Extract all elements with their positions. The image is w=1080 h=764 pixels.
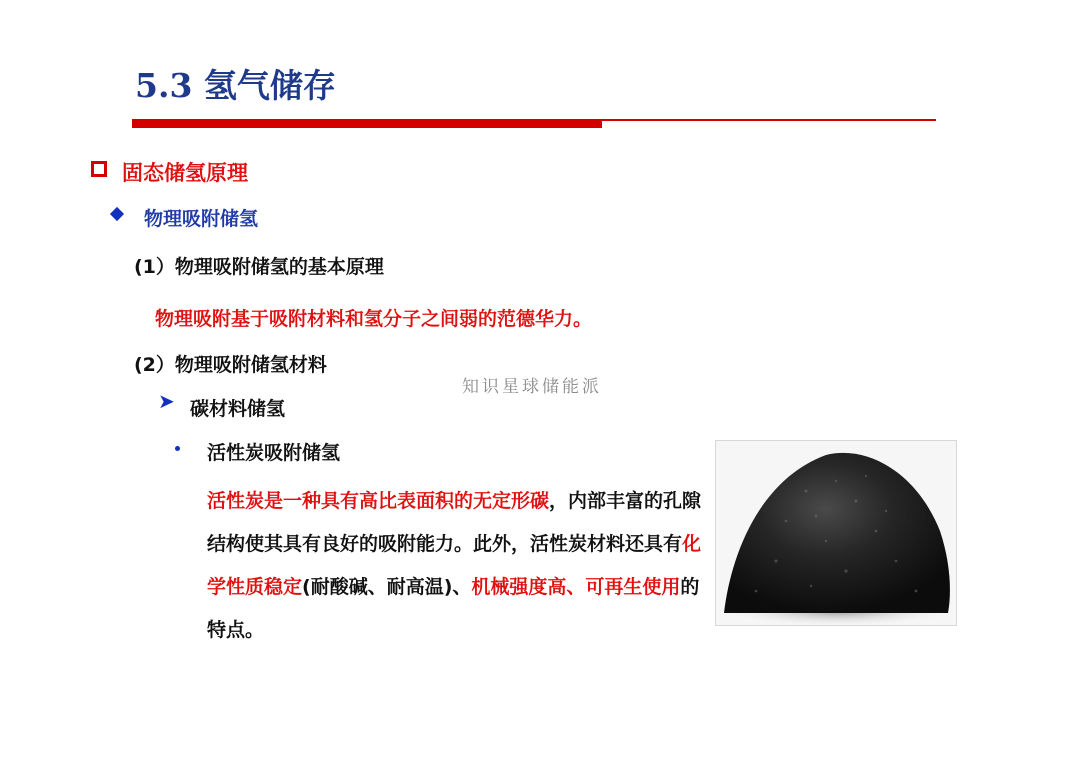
item1-text: 物理吸附基于吸附材料和氢分子之间弱的范德华力。 bbox=[155, 308, 593, 330]
watermark: 知识星球储能派 bbox=[462, 377, 602, 397]
item1-heading: (1）物理吸附储氢的基本原理 bbox=[134, 256, 384, 278]
section-heading: 固态储氢原理 bbox=[122, 161, 248, 185]
diamond-icon bbox=[110, 207, 124, 221]
activated-carbon-photo bbox=[715, 440, 957, 626]
para-text-2: (耐酸碱、耐高温)、 bbox=[302, 576, 472, 598]
carbon-storage-heading: 碳材料储氢 bbox=[190, 398, 286, 420]
title-underline-thick bbox=[132, 119, 602, 128]
item2-heading: (2）物理吸附储氢材料 bbox=[134, 354, 327, 376]
para-highlight-1: 活性炭是一种具有高比表面积的无定形碳 bbox=[207, 490, 550, 512]
para-highlight-2: 化学性质稳定 bbox=[207, 533, 702, 598]
title-underline-thin bbox=[602, 119, 936, 121]
subsection-heading: 物理吸附储氢 bbox=[144, 208, 259, 230]
para-text-3: 的特点。 bbox=[207, 576, 700, 641]
dot-bullet-icon bbox=[175, 446, 180, 451]
activated-carbon-paragraph bbox=[207, 480, 717, 652]
hollow-square-icon bbox=[91, 161, 107, 177]
slide-title: 5.3 氢气储存 bbox=[135, 66, 336, 105]
para-highlight-3: 机械强度高、可再生使用 bbox=[471, 576, 681, 598]
activated-carbon-granules-photo bbox=[716, 441, 956, 625]
para-text-1: ，内部丰富的孔隙结构使其具有良好的吸附能力。此外，活性炭材料还具有 bbox=[207, 490, 702, 555]
activated-carbon-heading: 活性炭吸附储氢 bbox=[207, 442, 341, 464]
arrow-bullet-icon: ➤ bbox=[158, 389, 175, 413]
